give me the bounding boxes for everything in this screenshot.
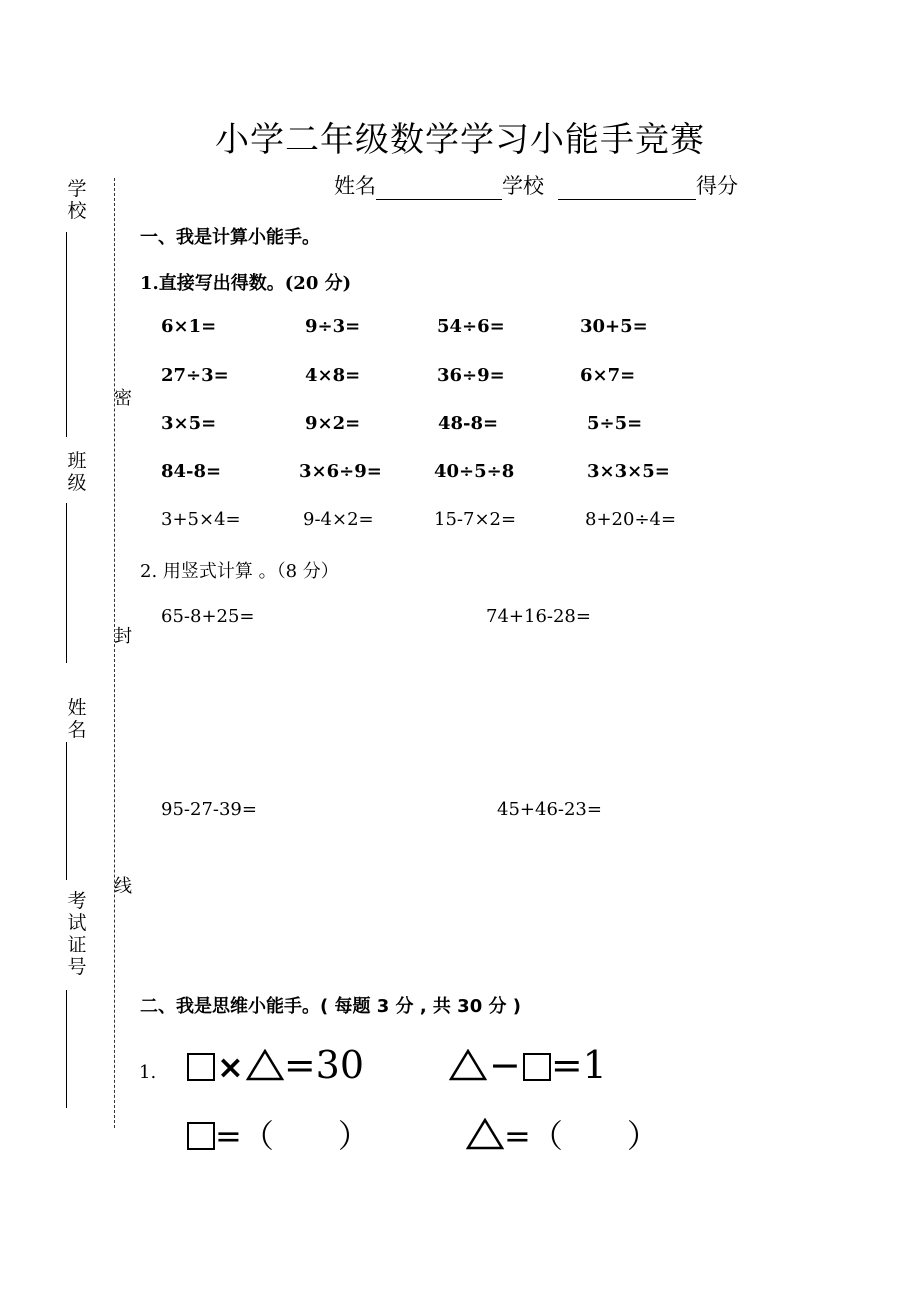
calc-item: 84-8= [161, 461, 222, 482]
school-blank[interactable] [558, 177, 696, 200]
triangle-icon [246, 1048, 284, 1088]
equation-1-result: =30 [283, 1043, 365, 1087]
calc-item: 48-8= [438, 413, 499, 434]
calc-item: 9×2= [305, 413, 361, 434]
section2-title: 二、我是思维小能手。( 每题 3 分 , 共 30 分 ) [140, 996, 521, 1017]
calc-item: 8+20÷4= [585, 509, 677, 530]
calc-item: 3+5×4= [161, 509, 241, 530]
side-name-line [66, 742, 67, 880]
calc-item: 30+5= [580, 316, 648, 337]
calc-item: 3×3×5= [587, 461, 670, 482]
answer-square [187, 1116, 370, 1156]
square-icon [187, 1122, 215, 1150]
seal-char-mi: 密 [114, 388, 132, 409]
calc-item: 3×5= [161, 413, 217, 434]
minus-sign: − [489, 1043, 521, 1087]
calc-item: 27÷3= [161, 365, 229, 386]
calc-item: 36÷9= [437, 365, 505, 386]
calc-item: 3×6÷9= [299, 461, 382, 482]
header-info [334, 170, 738, 200]
answer-square-blank[interactable]: =（ ） [215, 1117, 370, 1155]
school-label: 学校 [502, 174, 544, 198]
vertical-calc-item: 45+46-23= [497, 799, 602, 820]
triangle-icon [466, 1118, 504, 1159]
equation-2 [449, 1045, 607, 1088]
vertical-calc-item: 95-27-39= [161, 799, 257, 820]
side-class-line [66, 503, 67, 663]
seal-char-xian: 线 [114, 876, 132, 897]
calc-item: 15-7×2= [434, 509, 517, 530]
q2-title: 2. 用竖式计算 。（8 分） [140, 561, 339, 582]
name-blank[interactable] [376, 177, 502, 200]
side-class-label: 班级 [67, 450, 87, 494]
vertical-calc-item: 65-8+25= [161, 606, 255, 627]
square-icon [187, 1053, 215, 1081]
times-sign: × [217, 1048, 244, 1086]
calc-item: 6×7= [580, 365, 636, 386]
equation-2-result: =1 [550, 1043, 607, 1087]
calc-item: 9-4×2= [303, 509, 374, 530]
calc-item: 40÷5÷8 [434, 461, 515, 482]
calc-item: 9÷3= [305, 316, 361, 337]
side-school-line [66, 232, 67, 437]
answer-triangle [466, 1116, 659, 1159]
seal-char-feng: 封 [114, 626, 132, 647]
triangle-icon [449, 1048, 487, 1088]
side-exam-id-line [66, 990, 67, 1108]
score-label: 得分 [696, 174, 738, 198]
answer-triangle-blank[interactable]: =（ ） [504, 1117, 659, 1155]
square-icon [523, 1053, 551, 1081]
vertical-calc-item: 74+16-28= [486, 606, 591, 627]
side-exam-id-label: 考试证号 [67, 890, 87, 978]
s2-q1-number: 1. [139, 1062, 157, 1083]
calc-item: 5÷5= [587, 413, 643, 434]
q1-title: 1.直接写出得数。(20 分) [140, 273, 352, 294]
side-name-label: 姓名 [67, 697, 87, 741]
calc-item: 4×8= [305, 365, 361, 386]
name-label: 姓名 [334, 174, 376, 198]
section1-title: 一、我是计算小能手。 [140, 227, 320, 248]
calc-item: 6×1= [161, 316, 217, 337]
equation-1 [187, 1045, 364, 1088]
side-school-label: 学校 [67, 178, 87, 222]
page-title: 小学二年级数学学习小能手竞赛 [215, 120, 705, 160]
calc-item: 54÷6= [437, 316, 505, 337]
seal-dashed-line [114, 178, 115, 1128]
